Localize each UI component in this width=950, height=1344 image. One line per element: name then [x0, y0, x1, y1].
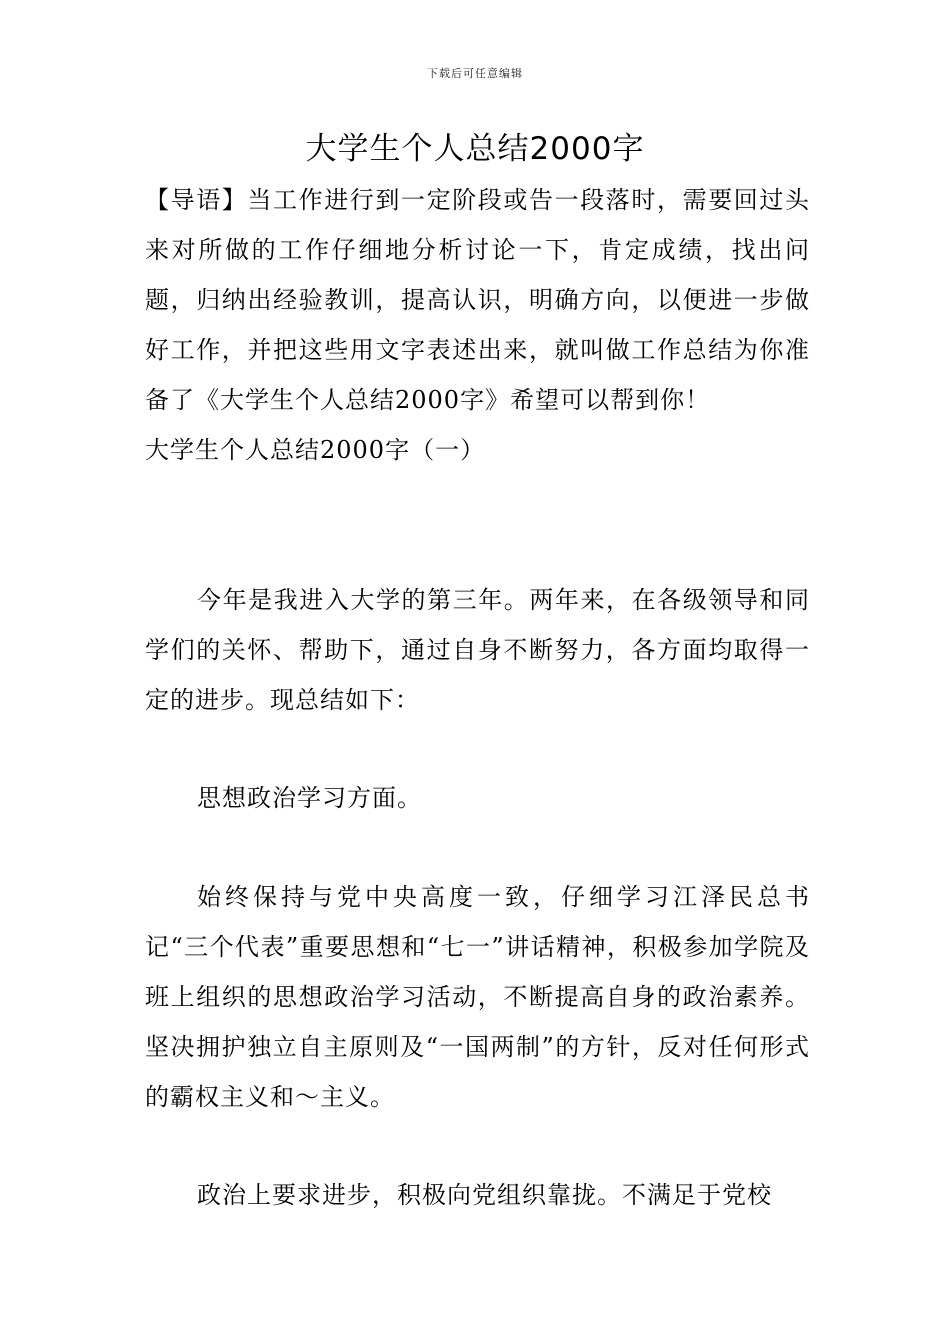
page-header-note: 下载后可任意编辑 — [427, 67, 523, 80]
intro-paragraph: 【导语】当工作进行到一定阶段或告一段落时，需要回过头来对所做的工作仔细地分析讨论一下，肯定成绩，找出问题，归纳出经验教训，提高认识，明确方向，以便进一步做好工作，并把这些用文字表述出来，就叫做工作总结为你准备了《大学生个人总结2000字》希望可以帮到你！ — [145, 186, 810, 414]
body-paragraph-3: 始终保持与党中央高度一致，仔细学习江泽民总书记“三个代表”重要思想和“七一”讲话精神，积极参加学院及班上组织的思想政治学习活动，不断提高自身的政治素养。坚决拥护独立自主原则及“一国两制”的方针，反对任何形式的霸权主义和～主义。 — [145, 883, 810, 1111]
section-heading-thought-politics: 思想政治学习方面。 — [197, 784, 422, 812]
intro-block — [145, 175, 810, 425]
body-paragraph-4: 政治上要求进步，积极向党组织靠拢。不满足于党校 — [197, 1181, 772, 1209]
paragraph-block-2 — [145, 773, 810, 823]
paragraph-block-1 — [145, 575, 810, 725]
section-subtitle: 大学生个人总结2000字（一） — [145, 436, 486, 464]
paragraph-block-4 — [145, 1170, 810, 1220]
paragraph-block-3 — [145, 872, 810, 1122]
body-paragraph-1: 今年是我进入大学的第三年。两年来，在各级领导和同学们的关怀、帮助下，通过自身不断努力，各方面均取得一定的进步。现总结如下： — [145, 586, 810, 714]
document-title: 大学生个人总结2000字 — [305, 131, 645, 167]
subtitle-block — [145, 425, 810, 475]
